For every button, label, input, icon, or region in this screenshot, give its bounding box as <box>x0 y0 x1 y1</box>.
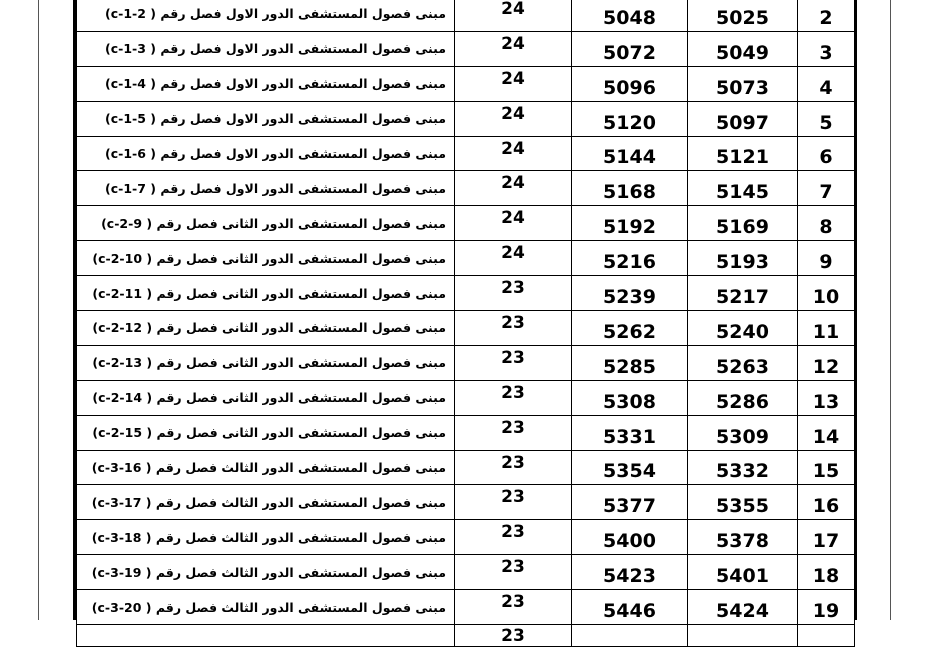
row-index-cell: 14 <box>798 415 855 450</box>
row-index-cell: 15 <box>798 450 855 485</box>
table-row <box>77 485 855 520</box>
seat-from-cell <box>688 625 798 647</box>
table-row <box>77 311 855 346</box>
row-index-cell: 3 <box>798 31 855 66</box>
row-index-cell: 11 <box>798 311 855 346</box>
building-cell: مبنى فصول المستشفى الدور الثانى فصل رقم ( 15-2-c) <box>77 415 455 450</box>
table-row <box>77 555 855 590</box>
table-row-partial <box>77 625 855 647</box>
seat-from-cell: 5097 <box>688 101 798 136</box>
seat-to-cell: 5308 <box>572 380 688 415</box>
row-index-cell: 13 <box>798 380 855 415</box>
row-index-cell <box>798 625 855 647</box>
count-cell: 23 <box>455 555 572 590</box>
row-index-cell: 17 <box>798 520 855 555</box>
seat-to-cell: 5262 <box>572 311 688 346</box>
seat-from-cell: 5169 <box>688 206 798 241</box>
seat-from-cell: 5309 <box>688 415 798 450</box>
count-cell: 23 <box>455 345 572 380</box>
seat-from-cell: 5025 <box>688 0 798 31</box>
count-cell: 23 <box>455 590 572 625</box>
building-cell: مبنى فصول المستشفى الدور الثانى فصل رقم ( 10-2-c) <box>77 241 455 276</box>
row-index-cell: 8 <box>798 206 855 241</box>
seat-from-cell: 5332 <box>688 450 798 485</box>
seat-to-cell: 5144 <box>572 136 688 171</box>
seat-from-cell: 5073 <box>688 66 798 101</box>
seat-from-cell: 5286 <box>688 380 798 415</box>
count-cell: 23 <box>455 450 572 485</box>
building-cell: مبنى فصول المستشفى الدور الاول فصل رقم ( 5-1-c) <box>77 101 455 136</box>
building-cell: مبنى فصول المستشفى الدور الثانى فصل رقم ( 13-2-c) <box>77 345 455 380</box>
row-index-cell: 2 <box>798 0 855 31</box>
seating-table <box>76 0 855 647</box>
seat-to-cell: 5048 <box>572 0 688 31</box>
seat-to-cell <box>572 625 688 647</box>
building-cell: مبنى فصول المستشفى الدور الاول فصل رقم ( 4-1-c) <box>77 66 455 101</box>
table-row <box>77 380 855 415</box>
building-cell: مبنى فصول المستشفى الدور الثالث فصل رقم ( 16-3-c) <box>77 450 455 485</box>
building-cell: مبنى فصول المستشفى الدور الاول فصل رقم ( 3-1-c) <box>77 31 455 66</box>
seat-from-cell: 5424 <box>688 590 798 625</box>
seat-from-cell: 5049 <box>688 31 798 66</box>
table-row <box>77 101 855 136</box>
count-cell: 23 <box>455 380 572 415</box>
count-cell: 24 <box>455 136 572 171</box>
table-row <box>77 590 855 625</box>
row-index-cell: 7 <box>798 171 855 206</box>
row-index-cell: 4 <box>798 66 855 101</box>
building-cell: مبنى فصول المستشفى الدور الثالث فصل رقم ( 19-3-c) <box>77 555 455 590</box>
seat-to-cell: 5331 <box>572 415 688 450</box>
building-cell <box>77 625 455 647</box>
seat-to-cell: 5216 <box>572 241 688 276</box>
row-index-cell: 16 <box>798 485 855 520</box>
count-cell: 24 <box>455 0 572 31</box>
count-cell: 23 <box>455 485 572 520</box>
count-cell: 24 <box>455 241 572 276</box>
count-cell: 23 <box>455 625 572 647</box>
page-frame-left <box>38 0 39 620</box>
building-cell: مبنى فصول المستشفى الدور الثانى فصل رقم ( 14-2-c) <box>77 380 455 415</box>
seat-to-cell: 5446 <box>572 590 688 625</box>
seat-to-cell: 5400 <box>572 520 688 555</box>
count-cell: 24 <box>455 171 572 206</box>
page-frame-right <box>890 0 891 620</box>
count-cell: 23 <box>455 415 572 450</box>
row-index-cell: 12 <box>798 345 855 380</box>
count-cell: 23 <box>455 311 572 346</box>
count-cell: 24 <box>455 206 572 241</box>
table-row <box>77 66 855 101</box>
table-row <box>77 31 855 66</box>
seat-to-cell: 5423 <box>572 555 688 590</box>
building-cell: مبنى فصول المستشفى الدور الثانى فصل رقم ( 12-2-c) <box>77 311 455 346</box>
seat-to-cell: 5285 <box>572 345 688 380</box>
count-cell: 24 <box>455 101 572 136</box>
table-body <box>77 0 855 647</box>
seat-to-cell: 5192 <box>572 206 688 241</box>
seat-to-cell: 5354 <box>572 450 688 485</box>
row-index-cell: 6 <box>798 136 855 171</box>
seat-from-cell: 5355 <box>688 485 798 520</box>
seat-to-cell: 5072 <box>572 31 688 66</box>
count-cell: 24 <box>455 31 572 66</box>
row-index-cell: 19 <box>798 590 855 625</box>
building-cell: مبنى فصول المستشفى الدور الاول فصل رقم ( 6-1-c) <box>77 136 455 171</box>
table-row <box>77 450 855 485</box>
seat-from-cell: 5145 <box>688 171 798 206</box>
count-cell: 24 <box>455 66 572 101</box>
table-row <box>77 136 855 171</box>
seat-to-cell: 5096 <box>572 66 688 101</box>
seat-from-cell: 5240 <box>688 311 798 346</box>
row-index-cell: 10 <box>798 276 855 311</box>
table-row <box>77 171 855 206</box>
table-row <box>77 345 855 380</box>
building-cell: مبنى فصول المستشفى الدور الثالث فصل رقم ( 17-3-c) <box>77 485 455 520</box>
row-index-cell: 9 <box>798 241 855 276</box>
count-cell: 23 <box>455 276 572 311</box>
seat-from-cell: 5121 <box>688 136 798 171</box>
row-index-cell: 18 <box>798 555 855 590</box>
building-cell: مبنى فصول المستشفى الدور الاول فصل رقم ( 2-1-c) <box>77 0 455 31</box>
table-row <box>77 520 855 555</box>
seat-to-cell: 5239 <box>572 276 688 311</box>
seat-to-cell: 5377 <box>572 485 688 520</box>
table-row <box>77 0 855 31</box>
seat-to-cell: 5120 <box>572 101 688 136</box>
seat-from-cell: 5401 <box>688 555 798 590</box>
row-index-cell: 5 <box>798 101 855 136</box>
table-row <box>77 241 855 276</box>
building-cell: مبنى فصول المستشفى الدور الثالث فصل رقم ( 18-3-c) <box>77 520 455 555</box>
seat-from-cell: 5263 <box>688 345 798 380</box>
building-cell: مبنى فصول المستشفى الدور الثانى فصل رقم ( 9-2-c) <box>77 206 455 241</box>
count-cell: 23 <box>455 520 572 555</box>
building-cell: مبنى فصول المستشفى الدور الاول فصل رقم ( 7-1-c) <box>77 171 455 206</box>
seat-to-cell: 5168 <box>572 171 688 206</box>
table-row <box>77 415 855 450</box>
seat-from-cell: 5217 <box>688 276 798 311</box>
building-cell: مبنى فصول المستشفى الدور الثالث فصل رقم ( 20-3-c) <box>77 590 455 625</box>
building-cell: مبنى فصول المستشفى الدور الثانى فصل رقم ( 11-2-c) <box>77 276 455 311</box>
table-row <box>77 276 855 311</box>
seat-from-cell: 5193 <box>688 241 798 276</box>
seating-table-container <box>73 0 857 647</box>
seat-from-cell: 5378 <box>688 520 798 555</box>
table-row <box>77 206 855 241</box>
